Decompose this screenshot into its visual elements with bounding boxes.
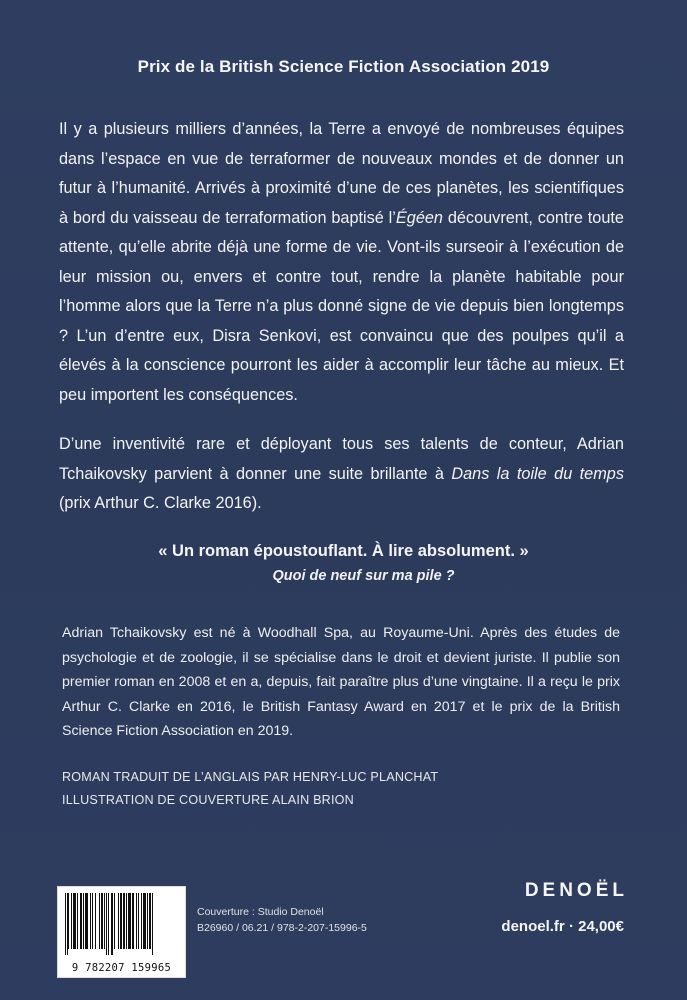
barcode-bar: [71, 893, 72, 949]
barcode-bar: [68, 893, 69, 949]
barcode-bar: [138, 893, 139, 949]
website-and-price: [501, 918, 624, 935]
barcode-bar: [126, 893, 127, 949]
cover-design-credit: Couverture : Studio Denoël: [197, 906, 324, 918]
ship-name: Égéen: [395, 208, 443, 227]
barcode-bar: [120, 893, 122, 949]
barcode-bar: [128, 893, 131, 949]
barcode-bar: [95, 893, 96, 949]
barcode-bar: [141, 893, 142, 949]
synopsis-text: Il y a plusieurs milliers d’années, la Terre a envoyé de nombreuses équipes dans l’espace en vue de terraformer de nouveaux mondes et de donner un futur à l’humanité. Arrivés à proximité d’une de ces planètes, les scientifiques à bord du vaisseau de terraformation baptisé l’: [59, 120, 624, 227]
synopsis-paragraph-1: [59, 115, 624, 410]
isbn-barcode: [57, 886, 186, 978]
barcode-bar: [77, 893, 78, 949]
synopsis-text: découvrent, contre toute attente, qu’elle abrite déjà une forme de vie. Vont-ils surseoir à l’exécution de leur mission ou, envers et contre tout, rendre la planète habitable pour l’homme alors que la Terre n’a plus donné signe de vie depuis bien longtemps ? L’un d’entre eux, Disra Senkovi, est convaincu que des poulpes qu’il a élevés à la conscience pourront les aider à accomplir leur tâche au mieux. Et peu importent les conséquences.: [59, 208, 624, 404]
synopsis-text: (prix Arthur C. Clarke 2016).: [59, 494, 262, 512]
press-quote-source: Quoi de neuf sur ma pile ?: [272, 568, 455, 584]
barcode-bar: [104, 893, 105, 949]
award-heading: Prix de la British Science Fiction Association 2019: [137, 57, 550, 76]
barcode-bar: [149, 893, 151, 949]
separator-dot: ·: [568, 918, 574, 935]
barcode-bar: [80, 893, 82, 949]
barcode-bar: [90, 893, 91, 949]
barcode-digits: 9 782207 159965: [71, 962, 172, 974]
barcode-bar: [65, 893, 66, 955]
press-quote: « Un roman époustouflant. À lire absolument. »: [158, 542, 529, 560]
barcode-bar: [111, 893, 113, 955]
barcode-bar: [152, 893, 153, 955]
barcode-bars: [63, 893, 180, 955]
synopsis-text: D’une inventivité rare et déployant tous ses talents de conteur, Adrian Tchaikovsky parvient à donner une suite brillante à: [59, 435, 624, 483]
book-title: Dans la toile du temps: [451, 464, 624, 483]
barcode-bar: [92, 893, 93, 949]
barcode-bar: [106, 893, 107, 955]
barcode-bar: [101, 893, 103, 949]
author-bio: [62, 621, 620, 744]
barcode-bar: [114, 893, 115, 949]
translation-credit: ROMAN TRADUIT DE L’ANGLAIS PAR HENRY-LUC PLANCHAT: [62, 770, 439, 784]
author-bio-text: Adrian Tchaikovsky est né à Woodhall Spa, au Royaume-Uni. Après des études de psychologie et de zoologie, il se spécialise dans le droit et devient juriste. Il publie son premier roman en 2008 et en a, depuis, fait paraître plus d’une vingtaine. Il a reçu le prix Arthur C. Clarke en 2016, le British Fantasy Award en 2017 et le prix de la British Science Fiction Association en 2019.: [62, 625, 620, 739]
barcode-bar: [99, 893, 100, 949]
barcode-bar: [118, 893, 119, 949]
barcode-bar: [147, 893, 148, 949]
barcode-bar: [108, 893, 109, 955]
barcode-bar: [123, 893, 125, 949]
synopsis-paragraph-2: [59, 430, 624, 519]
barcode-bar: [132, 893, 134, 949]
barcode-bar: [85, 893, 88, 949]
cover-credit: [197, 904, 367, 936]
barcode-bar: [143, 893, 146, 949]
barcode-bar: [83, 893, 84, 949]
barcode-bar: [67, 893, 68, 955]
barcode-bar: [73, 893, 76, 949]
publisher-logo: DENOËL: [524, 880, 628, 901]
credits: [62, 766, 438, 812]
illustration-credit: ILLUSTRATION DE COUVERTURE ALAIN BRION: [62, 793, 354, 807]
isbn-reference: B26960 / 06.21 / 978-2-207-15996-5: [197, 922, 367, 934]
publisher-website: denoel.fr: [501, 918, 565, 935]
price: 24,00€: [578, 918, 624, 935]
barcode-bar: [136, 893, 137, 949]
